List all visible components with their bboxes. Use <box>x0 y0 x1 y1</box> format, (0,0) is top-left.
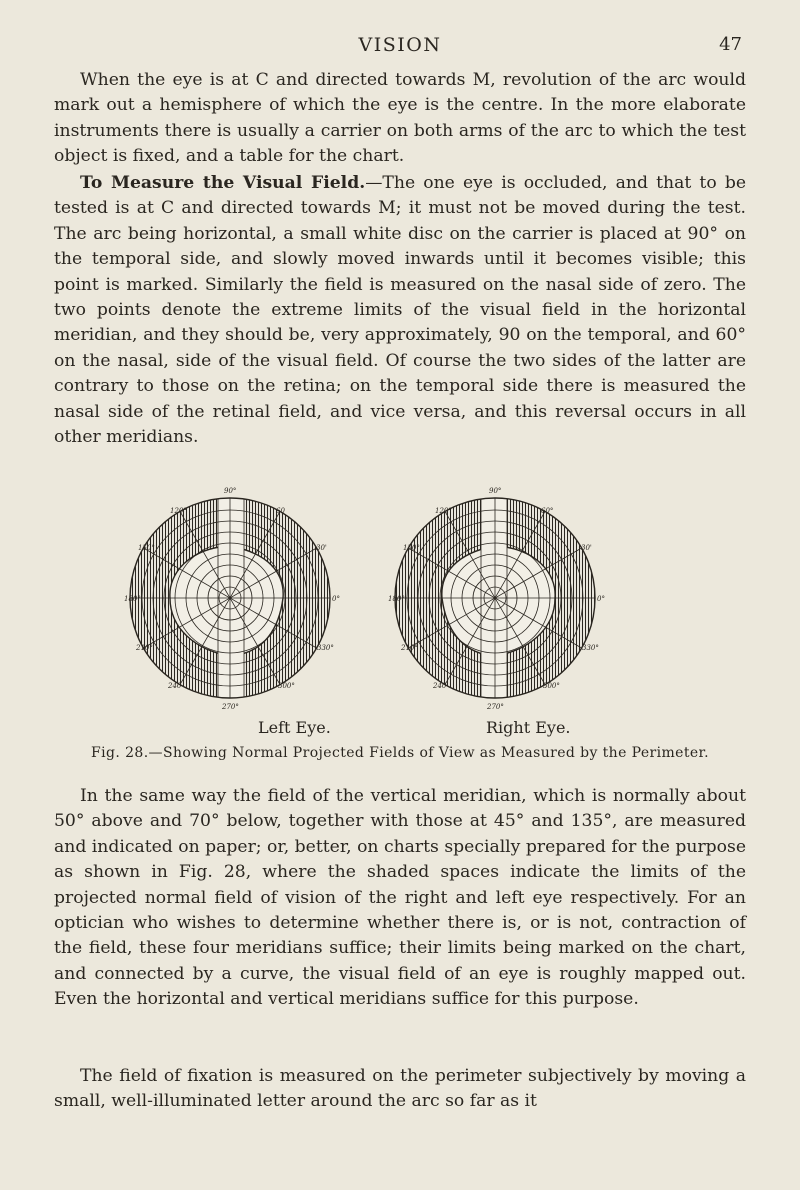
right-label-150: 150° <box>403 544 420 552</box>
left-label-300: 300° <box>278 682 295 690</box>
left-label-240: 240 <box>168 682 182 690</box>
left-label-120: 120° <box>170 507 187 515</box>
left-label-150: 150° <box>138 544 155 552</box>
right-label-60: 60° <box>541 507 554 515</box>
paragraph-2-heading: To Measure the Visual Field. <box>80 173 366 193</box>
left-label-bottom: 270° <box>222 703 239 711</box>
right-label-330: 330° <box>582 644 599 652</box>
right-label-0: 0° <box>597 595 605 603</box>
paragraph-4: The field of fixation is measured on the perimeter subjectively by moving a small, well-illuminated letter around the arc so far as it <box>54 1066 746 1112</box>
running-head <box>0 34 800 58</box>
perimeter-charts-figure <box>124 478 660 733</box>
right-eye-label: Right Eye. <box>486 718 571 737</box>
left-label-30: 30' <box>316 544 327 552</box>
left-label-60: 60 <box>276 507 285 515</box>
left-label-180: 180° <box>124 595 141 603</box>
right-label-bottom: 270° <box>487 703 504 711</box>
left-label-top: 90° <box>224 487 237 495</box>
figure-caption: Fig. 28.—Showing Normal Projected Fields of View as Measured by the Perimeter. <box>91 745 709 761</box>
right-label-30: 30' <box>581 544 592 552</box>
page-number: 47 <box>719 34 742 55</box>
right-label-180: 180° <box>388 595 405 603</box>
right-label-top: 90° <box>489 487 502 495</box>
left-eye-chart <box>124 487 340 711</box>
paragraph-3: In the same way the field of the vertical meridian, which is normally about 50° above and 70° below, together with those at 45° and 135°, are measured and indicated on paper; or, better, on charts specially prepared for the purpose as shown in Fig. 28, where the shaded spaces indicate the limits of the projected normal field of vision of the right and left eye respectively. For an optician who wishes to determine whether there is, or is not, contraction of the field, these four meridians suffice; their limits being marked on the chart, and connected by a curve, the visual field of an eye is roughly mapped out. Even the horizontal and vertical meridians suffice for this purpose. <box>54 786 746 1010</box>
right-label-240: 240 <box>433 682 447 690</box>
right-eye-chart <box>388 487 605 711</box>
right-label-120: 120° <box>435 507 452 515</box>
paragraph-2 <box>54 171 746 450</box>
running-head-title: VISION <box>358 34 442 56</box>
left-label-0: 0° <box>332 595 340 603</box>
paragraph-2-body: —The one eye is occluded, and that to be tested is at C and directed towards M; it must not be moved during the test. The arc being horizontal, a small white disc on the carrier is placed at 90° on the temporal side, and slowly moved inwards until it becomes visible; this point is marked. Similarly the field is measured on the nasal side of zero. The two points denote the extreme limits of the visual field in the horizontal meridian, and they should be, very approximately, 90 on the temporal, and 60° on the nasal, side of the visual field. Of course the two sides of the latter are contrary to those on the retina; on the temporal side there is measured the nasal side of the retinal field, and vice versa, and this reversal occurs in all other meridians. <box>54 173 746 448</box>
right-label-300: 300° <box>543 682 560 690</box>
left-label-330: 330° <box>317 644 334 652</box>
paragraph-1: When the eye is at C and directed towards M, revolution of the arc would mark out a hemisphere of which the eye is the centre. In the more elaborate instruments there is usually a carrier on both arms of the arc to which the test object is fixed, and a table for the chart. <box>54 70 746 167</box>
right-label-210: 210° <box>401 644 418 652</box>
left-eye-label: Left Eye. <box>258 718 331 737</box>
left-label-210: 210° <box>136 644 153 652</box>
